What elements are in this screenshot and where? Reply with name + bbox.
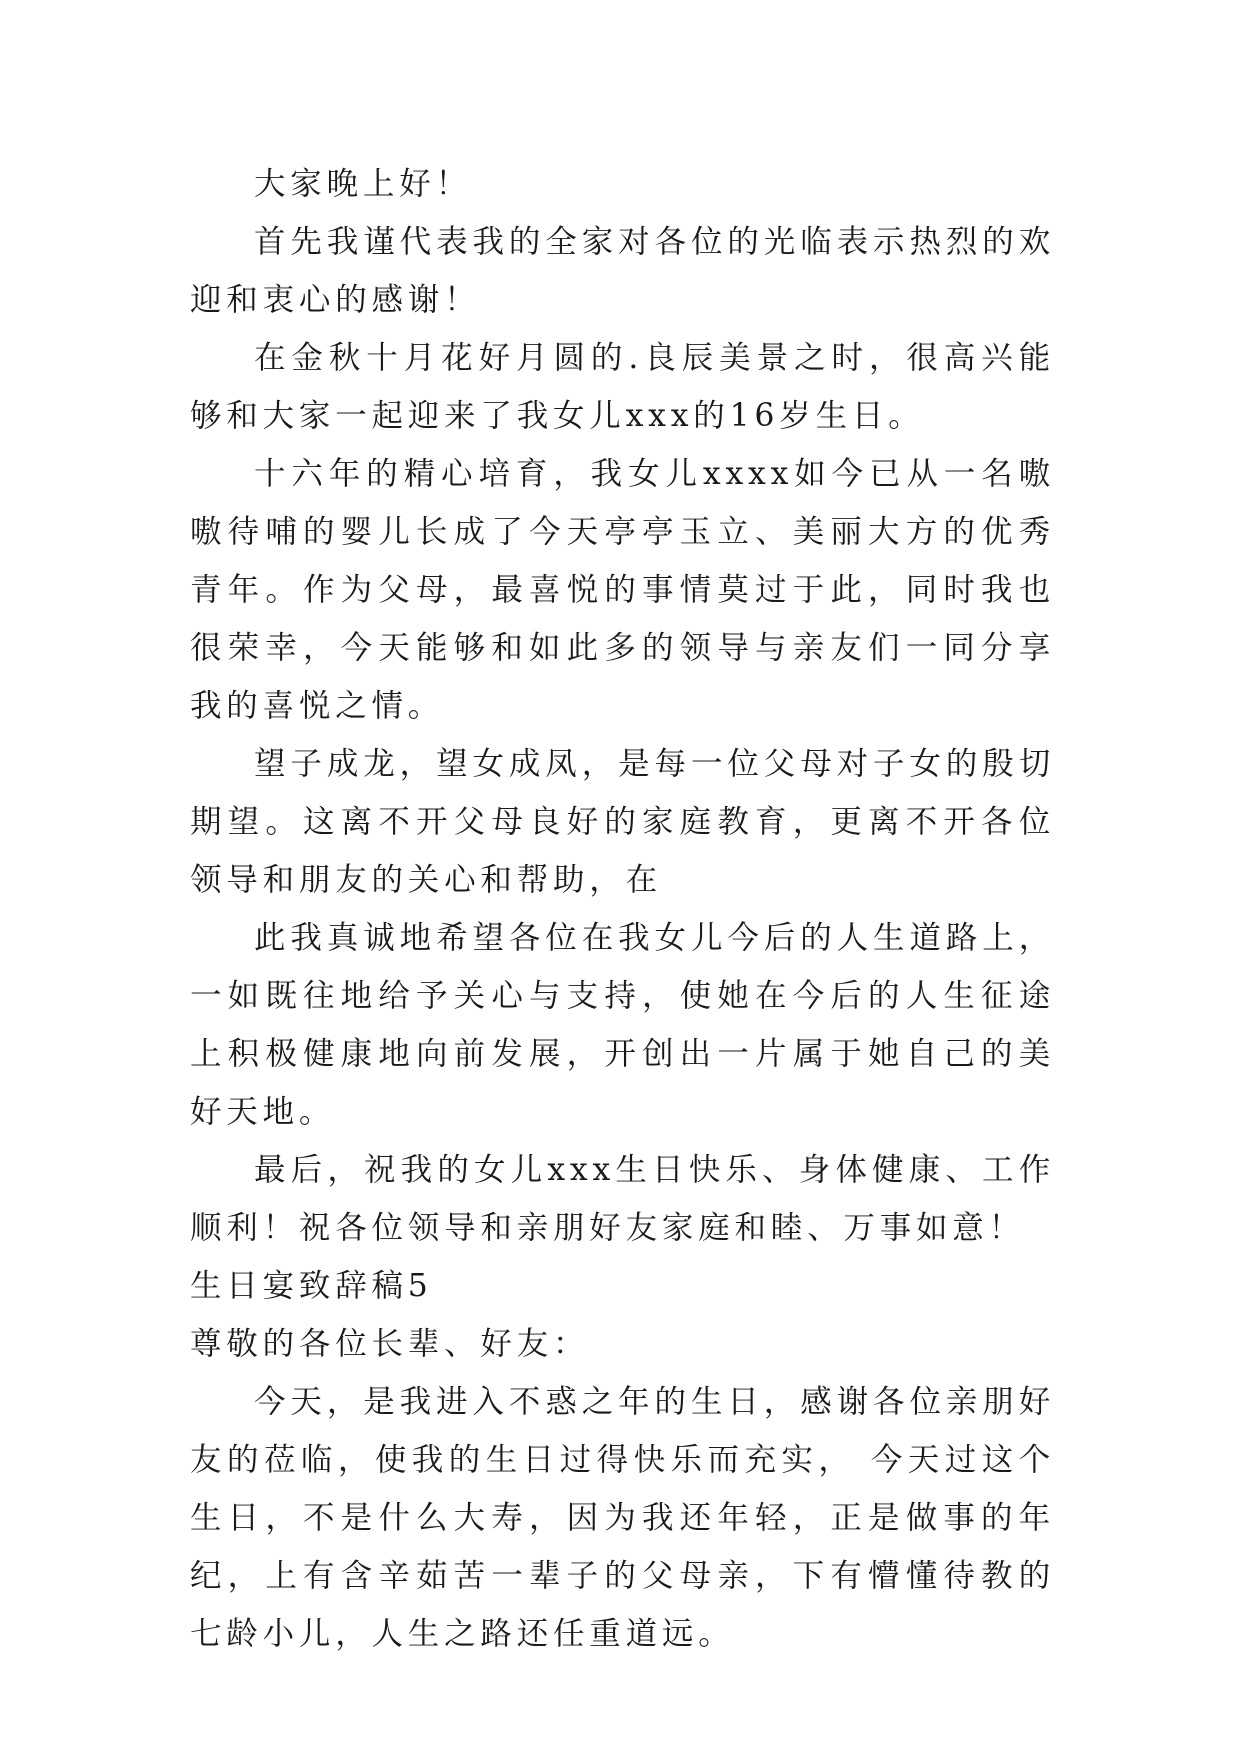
document-body	[190, 155, 1055, 1663]
salutation: 尊敬的各位长辈、好友：	[190, 1326, 590, 1362]
expectation-paragraph: 望子成龙，望女成凤，是每一位父母对子女的殷切期望。这离不开父母良好的家庭教育，更离不开各位领导和朋友的关心和帮助，在	[190, 746, 1055, 898]
upbringing-paragraph: 十六年的精心培育，我女儿xxxx如今已从一名嗷嗷待哺的婴儿长成了今天亭亭玉立、美丽大方的优秀青年。作为父母，最喜悦的事情莫过于此，同时我也很荣幸，今天能够和如此多的领导与亲友们一同分享我的喜悦之情。	[190, 456, 1055, 724]
welcome-paragraph: 首先我谨代表我的全家对各位的光临表示热烈的欢迎和衷心的感谢！	[190, 224, 1055, 318]
speech-paragraph: 今天，是我进入不惑之年的生日，感谢各位亲朋好友的莅临，使我的生日过得快乐而充实， 今天过这个生日，不是什么大寿，因为我还年轻，正是做事的年纪，上有含辛茹苦一辈子的父母亲，下有懵懂待教的七龄小儿，人生之路还任重道远。	[190, 1384, 1055, 1652]
greeting-paragraph: 大家晚上好！	[254, 166, 472, 202]
occasion-paragraph: 在金秋十月花好月圆的.良辰美景之时，很高兴能够和大家一起迎来了我女儿xxx的16岁生日。	[190, 340, 1055, 434]
hope-paragraph: 此我真诚地希望各位在我女儿今后的人生道路上，一如既往地给予关心与支持，使她在今后的人生征途上积极健康地向前发展，开创出一片属于她自己的美好天地。	[190, 920, 1055, 1130]
section-title: 生日宴致辞稿5	[190, 1268, 433, 1304]
wishes-paragraph: 最后，祝我的女儿xxx生日快乐、身体健康、工作顺利！祝各位领导和亲朋好友家庭和睦、万事如意！	[190, 1152, 1055, 1246]
